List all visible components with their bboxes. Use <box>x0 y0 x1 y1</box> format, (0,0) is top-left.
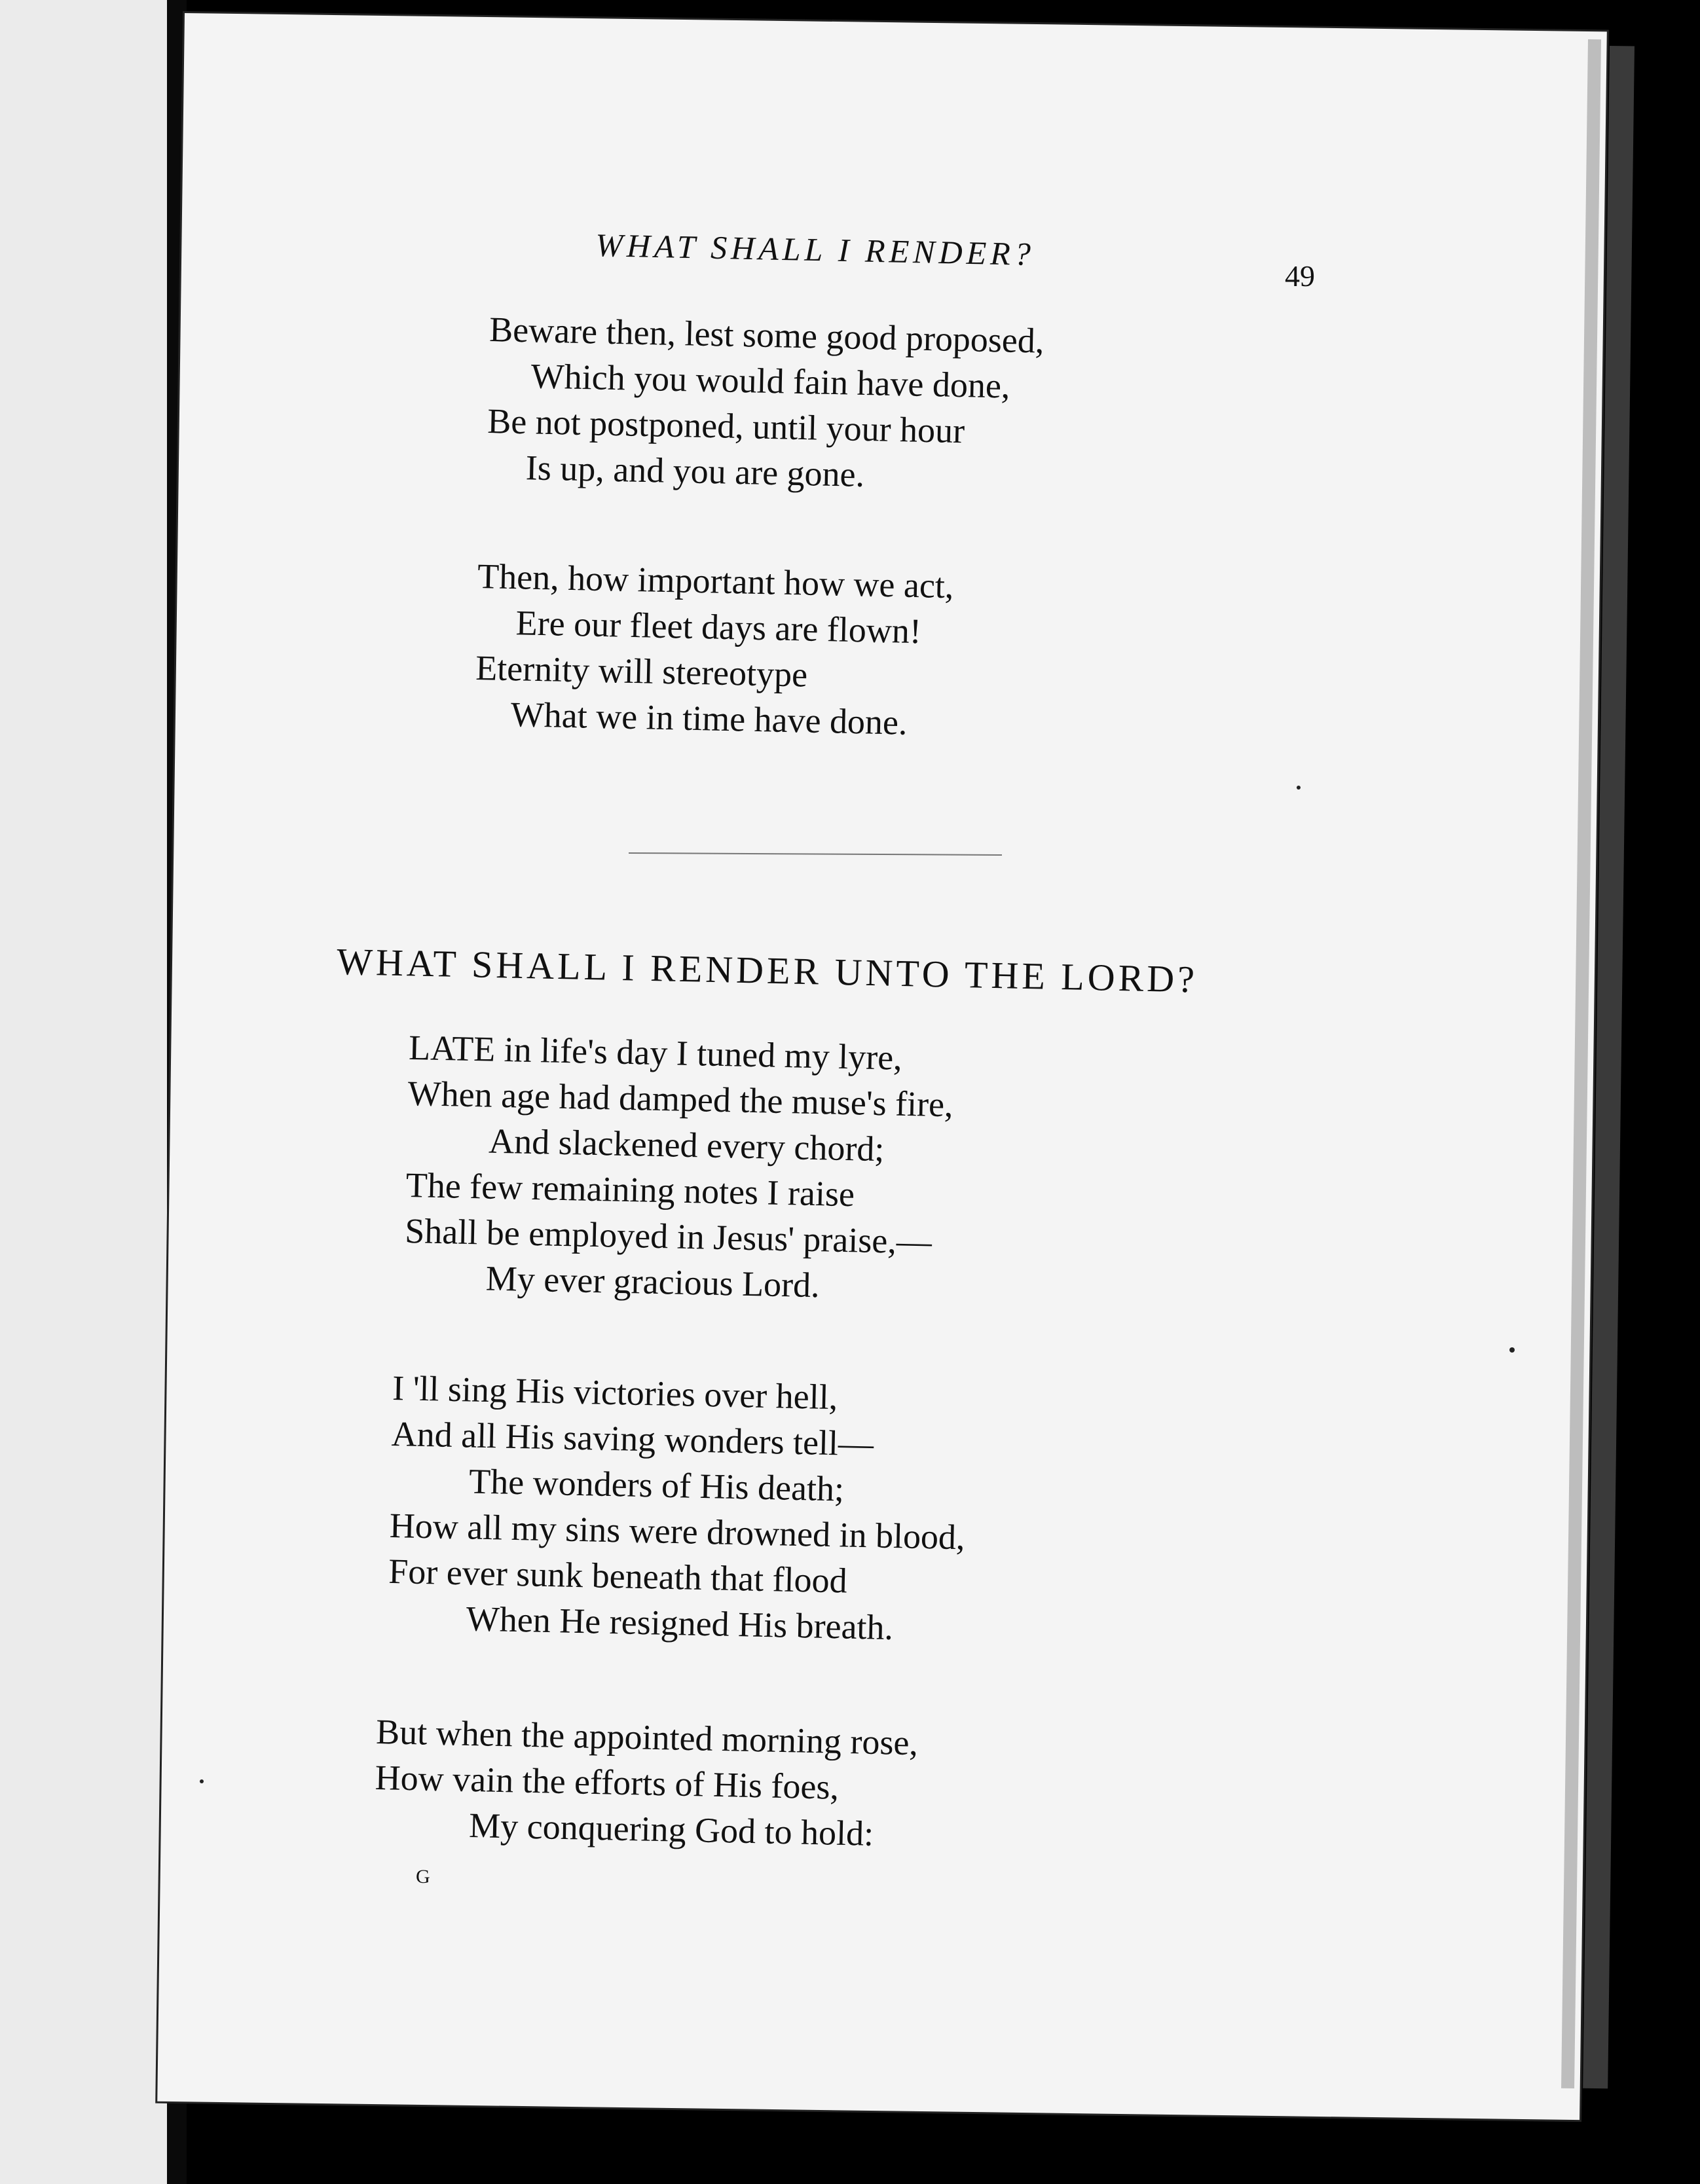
continuation-stanza-1 <box>486 306 1044 501</box>
verse-line: My ever gracious Lord. <box>485 1258 821 1305</box>
verse-line: But when the appointed morning rose, <box>375 1711 919 1763</box>
left-facing-page <box>0 0 167 2184</box>
verse-line: Which you would fain have done, <box>530 356 1011 406</box>
print-speck <box>200 1779 204 1783</box>
verse-line: How vain the efforts of His foes, <box>375 1757 840 1807</box>
print-speck <box>1297 786 1301 790</box>
verse-line: LATE in life's day I tuned my lyre, <box>408 1027 903 1078</box>
poem-stanza-2 <box>387 1365 968 1652</box>
verse-line: Shall be employed in Jesus' praise,— <box>404 1210 933 1262</box>
signature-mark: G <box>416 1866 430 1887</box>
verse-line: For ever sunk beneath that flood <box>388 1551 848 1601</box>
verse-line: When He resigned His breath. <box>466 1599 894 1648</box>
verse-line: And slackened every chord; <box>488 1121 885 1169</box>
verse-line: Be not postponed, until your hour <box>487 401 965 451</box>
verse-line: What we in time have done. <box>510 695 908 742</box>
verse-line: Eternity will stereotype <box>475 647 808 695</box>
verse-line: Is up, and you are gone. <box>525 448 865 495</box>
poem-stanza-3 <box>374 1709 919 1857</box>
verse-line: The wonders of His death; <box>468 1461 845 1509</box>
verse-line: Then, how important how we act, <box>477 556 955 606</box>
continuation-stanza-2 <box>474 553 954 746</box>
verse-line: My conquering God to hold: <box>468 1806 874 1853</box>
page-number: 49 <box>1285 259 1315 293</box>
print-speck <box>1509 1347 1515 1353</box>
running-head: WHAT SHALL I RENDER? <box>595 226 1035 273</box>
verse-line: I 'll sing His victories over hell, <box>392 1368 838 1417</box>
poem-stanza-1 <box>403 1025 955 1311</box>
verse-line: How all my sins were drowned in blood, <box>389 1505 966 1557</box>
verse-line: Beware then, lest some good proposed, <box>489 309 1045 361</box>
verse-line: And all His saving wonders tell— <box>391 1413 874 1464</box>
poem-title: WHAT SHALL I RENDER UNTO THE LORD? <box>336 939 1198 1001</box>
verse-line: Ere our fleet days are flown! <box>515 603 922 651</box>
verse-line: When age had damped the muse's fire, <box>407 1073 954 1125</box>
verse-line: The few remaining notes I raise <box>405 1165 855 1214</box>
